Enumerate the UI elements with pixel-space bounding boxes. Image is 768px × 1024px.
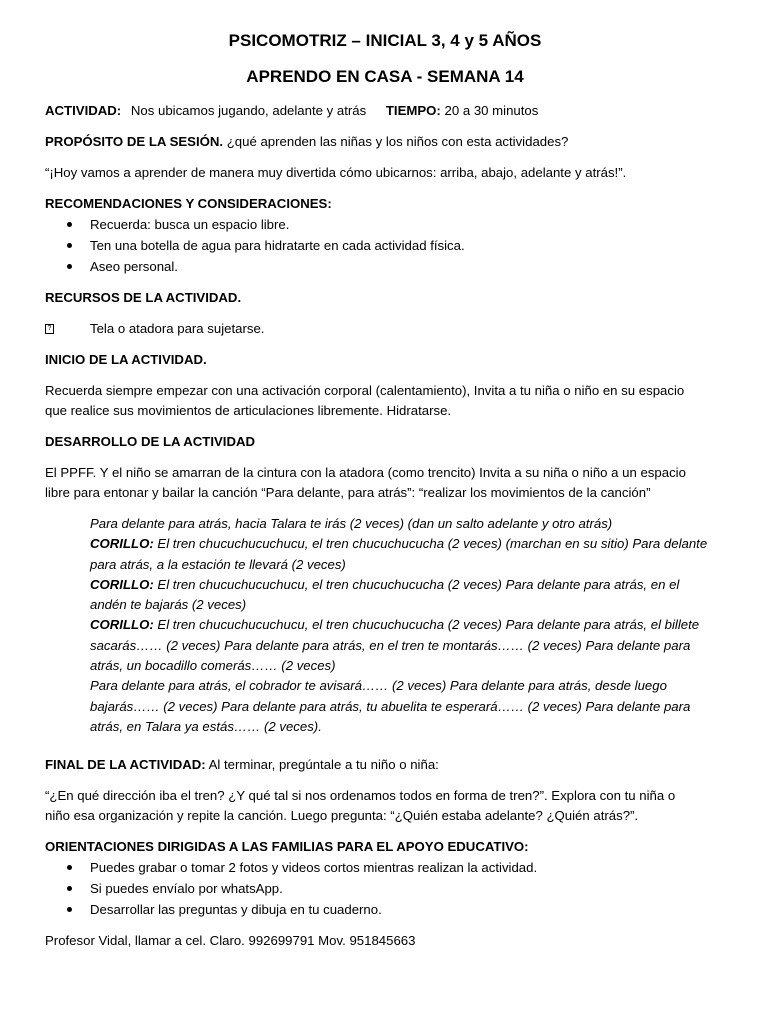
song-line: bajarás…… (2 veces) Para delante para atrás, tu abuelita te esperará…… (2 veces) Para delante para	[90, 698, 691, 714]
orientations-list	[45, 857, 725, 920]
development-heading: DESARROLLO DE LA ACTIVIDAD	[45, 434, 256, 449]
list-item: Puedes grabar o tomar 2 fotos y videos cortos mientras realizan la actividad.	[45, 857, 725, 878]
activity-line	[45, 101, 725, 121]
song-line: sacarás…… (2 veces) Para delante para atrás, en el tren te montarás…… (2 veces) Para delante para	[90, 637, 691, 653]
document-title: PSICOMOTRIZ – INICIAL 3, 4 y 5 AÑOS	[228, 31, 542, 50]
song-line: Para delante para atrás, el cobrador te avisará…… (2 veces) Para delante para atrás, desde luego	[90, 678, 667, 694]
bullet-icon	[67, 222, 72, 227]
time-label: TIEMPO:	[385, 103, 441, 118]
activity-label: ACTIVIDAD:	[45, 103, 122, 118]
song-line: andén te bajarás (2 veces)	[90, 597, 247, 613]
purpose-quote: “¡Hoy vamos a aprender de manera muy divertida cómo ubicarnos: arriba, abajo, adelante y atrás!”.	[45, 165, 627, 180]
song-line: CORILLO: El tren chucuchucuchucu, el tren chucuchucucha (2 veces) Para delante para atrás, el billete	[90, 617, 700, 633]
final-paragraph	[45, 786, 725, 826]
paragraph-line: que realice sus movimientos de articulaciones libremente. Hidratarse.	[45, 403, 452, 418]
paragraph-line: Recuerda siempre empezar con una activación corporal (calentamiento), Invita a tu niña o niño en su espacio	[45, 383, 685, 398]
bullet-icon	[67, 243, 72, 248]
development-paragraph	[45, 463, 725, 503]
song-line: para atrás, a la estación te llevará (2 veces)	[90, 556, 346, 572]
song-line: CORILLO: El tren chucuchucuchucu, el tren chucuchucucha (2 veces) (marchan en su sitio) Para delante	[90, 536, 708, 552]
start-paragraph	[45, 381, 725, 421]
bullet-icon	[67, 907, 72, 912]
song-line: CORILLO: El tren chucuchucuchucu, el tren chucuchucucha (2 veces) Para delante para atrás, en el	[90, 576, 680, 592]
paragraph-line: “¿En qué dirección iba el tren? ¿Y qué tal si nos ordenamos todos en forma de tren?”. Explora con tu niña o	[45, 788, 676, 804]
bullet-icon	[67, 264, 72, 269]
purpose-line	[45, 132, 725, 152]
list-item: Si puedes envíalo por whatsApp.	[45, 878, 725, 899]
missing-glyph-icon: ?	[45, 324, 54, 334]
song-line: atrás, un bocadillo comerás…… (2 veces)	[90, 658, 336, 674]
final-label: FINAL DE LA ACTIVIDAD:	[45, 757, 206, 773]
purpose-text: ¿qué aprenden las niñas y los niños con esta actividades?	[226, 134, 569, 149]
orientations-heading: ORIENTACIONES DIRIGIDAS A LAS FAMILIAS PARA EL APOYO EDUCATIVO:	[45, 839, 529, 855]
recommendations-list	[45, 214, 725, 277]
recommendations-heading: RECOMENDACIONES Y CONSIDERACIONES:	[45, 196, 332, 211]
chorus-label: CORILLO:	[90, 536, 154, 552]
bullet-icon	[67, 865, 72, 870]
list-item: Recuerda: busca un espacio libre.	[45, 214, 725, 235]
bullet-icon	[67, 886, 72, 891]
resources-item	[45, 319, 725, 339]
chorus-label: CORILLO:	[90, 576, 154, 592]
song-lyrics	[45, 514, 725, 737]
resources-item-text: Tela o atadora para sujetarse.	[90, 321, 265, 336]
song-line: atrás, en Talara ya estás…… (2 veces).	[90, 718, 322, 734]
paragraph-line: El PPFF. Y el niño se amarran de la cintura con la atadora (como trencito) Invita a su niña o niño a un espacio	[45, 465, 686, 480]
document-subtitle: APRENDO EN CASA - SEMANA 14	[246, 67, 524, 86]
paragraph-line: niño esa organización y repite la canción. Luego pregunta: “¿Quién estaba adelante? ¿Quién atrás?”.	[45, 808, 639, 824]
list-item: Aseo personal.	[45, 256, 725, 277]
resources-heading: RECURSOS DE LA ACTIVIDAD.	[45, 290, 242, 305]
final-text: Al terminar, pregúntale a tu niño o niña:	[205, 757, 439, 773]
document-page	[45, 30, 725, 951]
list-item: Ten una botella de agua para hidratarte en cada actividad física.	[45, 235, 725, 256]
chorus-label: CORILLO:	[90, 617, 154, 633]
activity-value: Nos ubicamos jugando, adelante y atrás	[130, 103, 367, 118]
song-line: Para delante para atrás, hacia Talara te irás (2 veces) (dan un salto adelante y otro atrás)	[90, 516, 613, 531]
purpose-label: PROPÓSITO DE LA SESIÓN.	[45, 134, 224, 149]
start-heading: INICIO DE LA ACTIVIDAD.	[45, 352, 207, 367]
paragraph-line: libre para entonar y bailar la canción “Para delante, para atrás”: “realizar los movimientos de la canción”	[45, 485, 651, 500]
footer-contact: Profesor Vidal, llamar a cel. Claro. 992699791 Mov. 951845663	[45, 933, 416, 949]
list-item: Desarrollar las preguntas y dibuja en tu cuaderno.	[45, 899, 725, 920]
final-line	[45, 755, 725, 775]
time-value: 20 a 30 minutos	[444, 103, 539, 118]
